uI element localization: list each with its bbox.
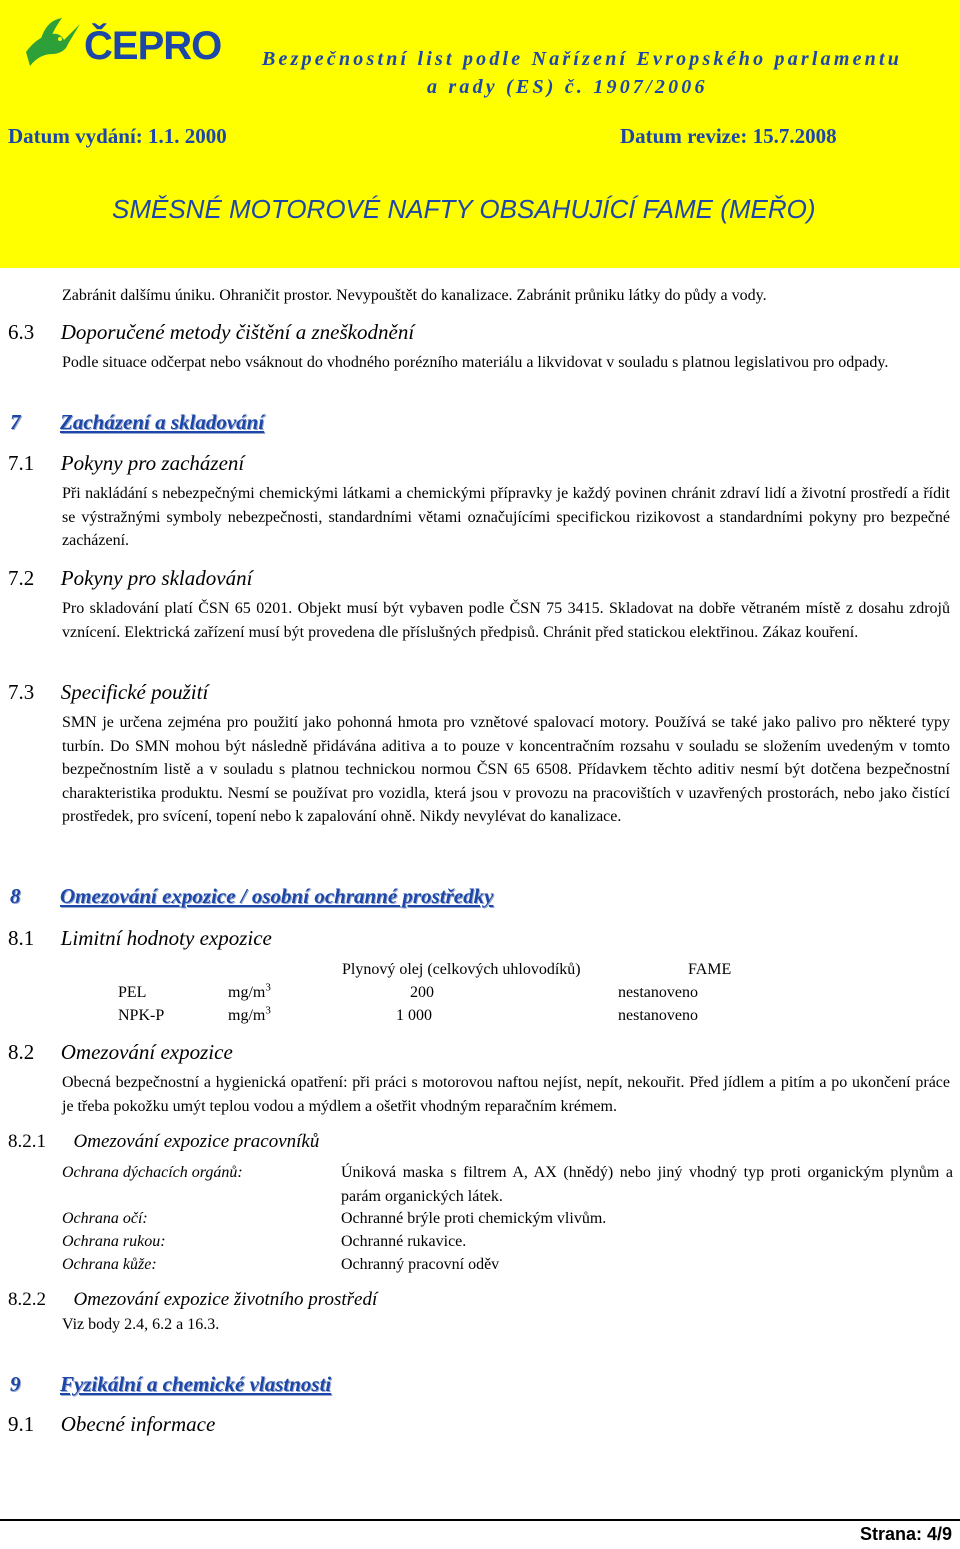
document-title-line2: a rady (ES) č. 1907/2006 <box>427 76 708 98</box>
section-number: 9 <box>10 1372 21 1396</box>
document-title-line1: Bezpečnostní list podle Nařízení Evropského parlamentu <box>262 48 903 70</box>
logo-text: ČEPRO <box>84 24 222 68</box>
section-title: Omezování expozice / osobní ochranné prostředky <box>60 884 494 908</box>
limit-value-oil: 1 000 <box>396 1007 432 1024</box>
section-7-1-text: Při nakládání s nebezpečnými chemickými látkami a chemickými přípravky je každý povinen chránit zdraví lidí a životní prostředí a řídit se výstražnými symboly nebezpečnosti, standardními větami označujícími specifickou rizikovost a standardními pokyny pro bezpečné zacházení. <box>62 485 950 549</box>
section-title: Specifické použití <box>60 680 209 704</box>
section-number: 7.3 <box>8 680 35 704</box>
section-7-1-heading <box>8 451 244 476</box>
protection-value: Ochranné brýle proti chemickým vlivům. <box>341 1210 607 1227</box>
limit-value-fame: nestanoveno <box>618 1007 698 1024</box>
protection-label: Ochrana dýchacích orgánů: <box>62 1164 243 1181</box>
section-title: Omezování expozice pracovníků <box>73 1131 320 1152</box>
section-8-heading <box>10 884 493 909</box>
section-number: 8 <box>10 884 21 908</box>
section-number: 8.2.2 <box>8 1289 46 1310</box>
section-number: 8.2.1 <box>8 1131 46 1152</box>
protection-value: Úniková maska s filtrem A, AX (hnědý) nebo jiný vhodný typ proti organickým plynům a parám organických látek. <box>341 1164 953 1205</box>
limits-col-header-oil: Plynový olej (celkových uhlovodíků) <box>342 961 581 978</box>
section-title: Fyzikální a chemické vlastnosti <box>60 1372 332 1396</box>
header-band <box>0 0 960 268</box>
protection-value: Ochranný pracovní oděv <box>341 1256 500 1273</box>
section-7-heading <box>10 410 264 435</box>
limits-col-header-fame: FAME <box>688 961 732 978</box>
section-number: 6.3 <box>8 320 35 344</box>
section-8-2-2-text: Viz body 2.4, 6.2 a 16.3. <box>62 1316 220 1333</box>
protection-label: Ochrana rukou: <box>62 1233 166 1250</box>
revision-date: Datum revize: 15.7.2008 <box>620 124 837 148</box>
section-8-2-1-heading <box>8 1131 319 1153</box>
issue-date: Datum vydání: 1.1. 2000 <box>8 124 227 148</box>
limit-label: NPK-P <box>118 1007 165 1024</box>
product-name: SMĚSNÉ MOTOROVÉ NAFTY OBSAHUJÍCÍ FAME (MEŘO) <box>112 194 816 224</box>
protection-label: Ochrana kůže: <box>62 1256 157 1273</box>
section-title: Obecné informace <box>60 1412 216 1436</box>
section-6-3-text: Podle situace odčerpat nebo vsáknout do vhodného porézního materiálu a likvidovat v souladu s platnou legislativou pro odpady. <box>62 354 889 371</box>
section-8-2-heading <box>8 1040 233 1065</box>
section-7-3-heading <box>8 680 208 705</box>
section-8-2-2-heading <box>8 1289 377 1311</box>
limit-unit: $mg/m^3$ <box>228 1004 271 1024</box>
section-number: 9.1 <box>8 1412 35 1436</box>
hummingbird-logo-icon <box>22 14 82 70</box>
section-6-3-heading <box>8 320 414 345</box>
section-number: 8.2 <box>8 1040 35 1064</box>
section-7-2-text: Pro skladování platí ČSN 65 0201. Objekt musí být vybaven podle ČSN 75 3415. Skladovat na dobře větraném místě z dosahu zdrojů vznícení. Elektrická zařízení musí být provedena dle příslušných předpisů. Chránit před statickou elektřinou. Zákaz kouření. <box>62 600 950 641</box>
section-8-1-heading <box>8 926 272 951</box>
section-number: 7.2 <box>8 566 35 590</box>
page-number: Strana: 4/9 <box>859 1524 952 1544</box>
section-title: Limitní hodnoty expozice <box>60 926 272 950</box>
section-title: Doporučené metody čištění a zneškodnění <box>60 320 415 344</box>
section-number: 7.1 <box>8 451 35 475</box>
section-title: Omezování expozice <box>60 1040 233 1064</box>
section-9-1-heading <box>8 1412 215 1437</box>
section-number: 8.1 <box>8 926 35 950</box>
section-6-2-tail: Zabránit dalšímu úniku. Ohraničit prostor. Nevypouštět do kanalizace. Zabránit průniku látky do půdy a vody. <box>62 287 767 304</box>
section-7-2-heading <box>8 566 252 591</box>
limit-value-oil: 200 <box>410 984 434 1001</box>
section-title: Omezování expozice životního prostředí <box>73 1289 378 1310</box>
protection-value: Ochranné rukavice. <box>341 1233 467 1250</box>
section-number: 7 <box>10 410 21 434</box>
section-9-heading <box>10 1372 331 1397</box>
limit-label: PEL <box>118 984 147 1001</box>
section-8-2-text: Obecná bezpečnostní a hygienická opatření: při práci s motorovou naftou nejíst, nepít, nekouřit. Před jídlem a pitím a po ukončení práce je třeba pokožku umýt teplou vodou a mýdlem a ošetřit vhodným reparačním krémem. <box>62 1074 950 1115</box>
limit-value-fame: nestanoveno <box>618 984 698 1001</box>
section-title: Pokyny pro zacházení <box>60 451 245 475</box>
limit-unit: $mg/m^3$ <box>228 981 271 1001</box>
section-title: Zacházení a skladování <box>60 410 265 434</box>
section-7-3-text: SMN je určena zejména pro použití jako pohonná hmota pro vznětové spalovací motory. Používá se také jako palivo pro některé typy turbín. Do SMN mohou být následně přidávána aditiva a to pouze v koncentračním rozsahu v souladu se složením uvedeným v tomto bezpečnostním listě a v souladu s platnou technickou normou ČSN 65 6508. Přídavkem těchto aditiv nesmí být dotčena bezpečnostní charakteristika produktu. Nesmí se používat pro vozidla, která jsou v provozu na pracovištích v uzavřených prostorách, nebo jako čistící prostředek, pro svícení, topení nebo k zapalování ohně. Nikdy nevylévat do kanalizace. <box>62 714 950 825</box>
protection-label: Ochrana očí: <box>62 1210 148 1227</box>
footer-rule <box>0 1519 960 1521</box>
section-title: Pokyny pro skladování <box>60 566 253 590</box>
